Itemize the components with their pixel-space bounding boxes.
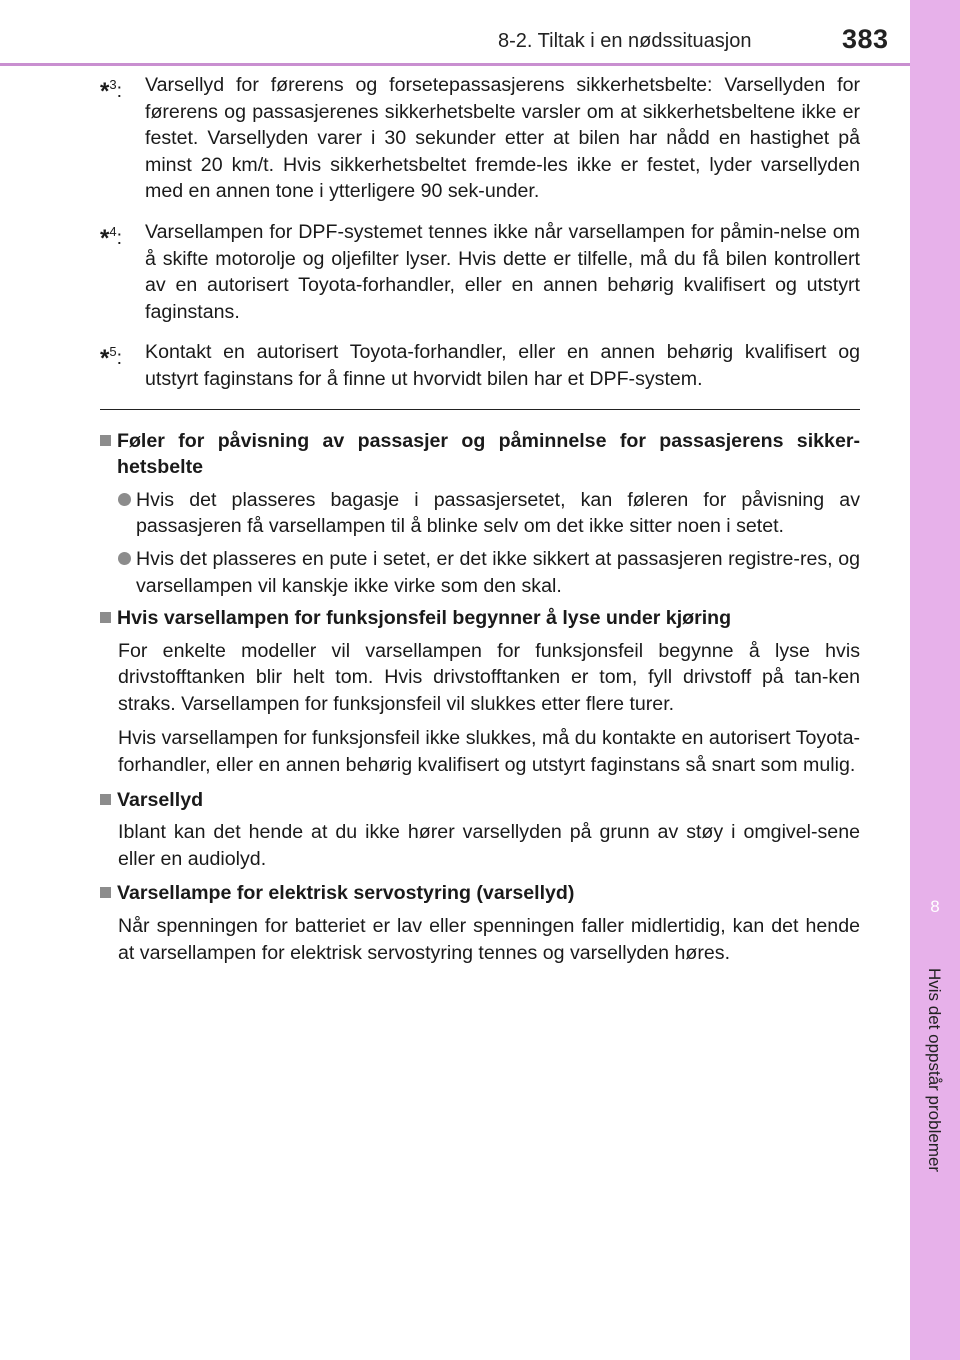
section-heading: Føler for påvisning av passasjer og påminnelse for passasjerens sikker-hetsbelte <box>100 428 860 481</box>
header-rule <box>0 63 910 66</box>
footnote <box>100 72 860 205</box>
square-bullet-icon <box>100 794 111 805</box>
footnote <box>100 339 860 392</box>
paragraph: Hvis varsellampen for funksjonsfeil ikke slukkes, må du kontakte en autorisert Toyota-forhandler, eller en annen behørig kvalifisert og utstyrt faginstans så snart som mulig. <box>118 727 860 777</box>
list-item: Hvis det plasseres bagasje i passasjersetet, kan føleren for påvisning av passasjeren få varsellampen til å blinke selv om det ikke sitter noen i setet. <box>118 487 860 540</box>
section-heading: Hvis varsellampen for funksjonsfeil begynner å lyse under kjøring <box>100 605 860 632</box>
list-item: Hvis det plasseres en pute i setet, er det ikke sikkert at passasjeren registre-res, og varsellampen vil kanskje ikke virke som den skal. <box>118 546 860 599</box>
chapter-side-tab[interactable] <box>910 0 960 1360</box>
section-heading: Varsellyd <box>100 787 860 814</box>
paragraph: Når spenningen for batteriet er lav eller spenningen faller midlertidig, kan det hende at varsellampen for elektrisk servostyring tennes og varsellyden høres. <box>118 915 860 964</box>
footnote-text: Varsellyd for førerens og forsetepassasjerens sikkerhetsbelte: Varsellyden for førerens og passasjerenes sikkerhetsbelte varsler om at sikkerhetsbeltene ikke er festet. Varsellyden varer i 30 sekunder etter at bilen har nådd en hastighet på minst 20 km/t. Hvis sikkerhetsbeltet fremde-les ikke er festet, lyder varsellyden med en annen tone i ytterligere 90 sek-under. <box>145 74 860 203</box>
section-heading: Varsellampe for elektrisk servostyring (varsellyd) <box>100 880 860 907</box>
page-number: 383 <box>842 24 889 54</box>
section-title: 8-2. Tiltak i en nødssituasjon <box>498 30 752 52</box>
circle-bullet-icon <box>118 552 131 565</box>
footnote <box>100 219 860 325</box>
footnote-marker: *$^3$: <box>100 77 123 105</box>
circle-bullet-icon <box>118 493 131 506</box>
paragraph: Iblant kan det hende at du ikke hører varsellyden på grunn av støy i omgivel-sene eller en audiolyd. <box>118 821 860 870</box>
page-content <box>100 72 860 974</box>
footnote-marker: *$^4$: <box>100 223 123 252</box>
footnote-marker: *$^5$: <box>100 344 123 373</box>
square-bullet-icon <box>100 887 111 898</box>
section-divider <box>100 409 860 410</box>
footnote-text: Kontakt en autorisert Toyota-forhandler, eller en annen behørig kvalifisert og utstyrt faginstans for å finne ut hvorvidt bilen har et DPF-system. <box>145 341 860 390</box>
paragraph: For enkelte modeller vil varsellampen for funksjonsfeil begynne å lyse hvis drivstofftanken blir helt tom. Hvis drivstofftanken er tom, fyll drivstoff på tan-ken straks. Varsellampen for funksjonsfeil vil slukkes etter flere turer. <box>118 639 860 715</box>
square-bullet-icon <box>100 435 111 446</box>
chapter-title: Hvis det oppstår problemer <box>925 968 944 1173</box>
footnote-text: Varsellampen for DPF-systemet tennes ikke når varsellampen for påmin-nelse om å skifte motorolje og oljefilter lyser. Hvis dette er tilfelle, må du få bilen kontrollert av en autorisert Toyota-forhandler, eller en annen behørig kvalifisert og utstyrt faginstans. <box>145 220 860 323</box>
square-bullet-icon <box>100 612 111 623</box>
chapter-number: 8 <box>930 897 940 916</box>
